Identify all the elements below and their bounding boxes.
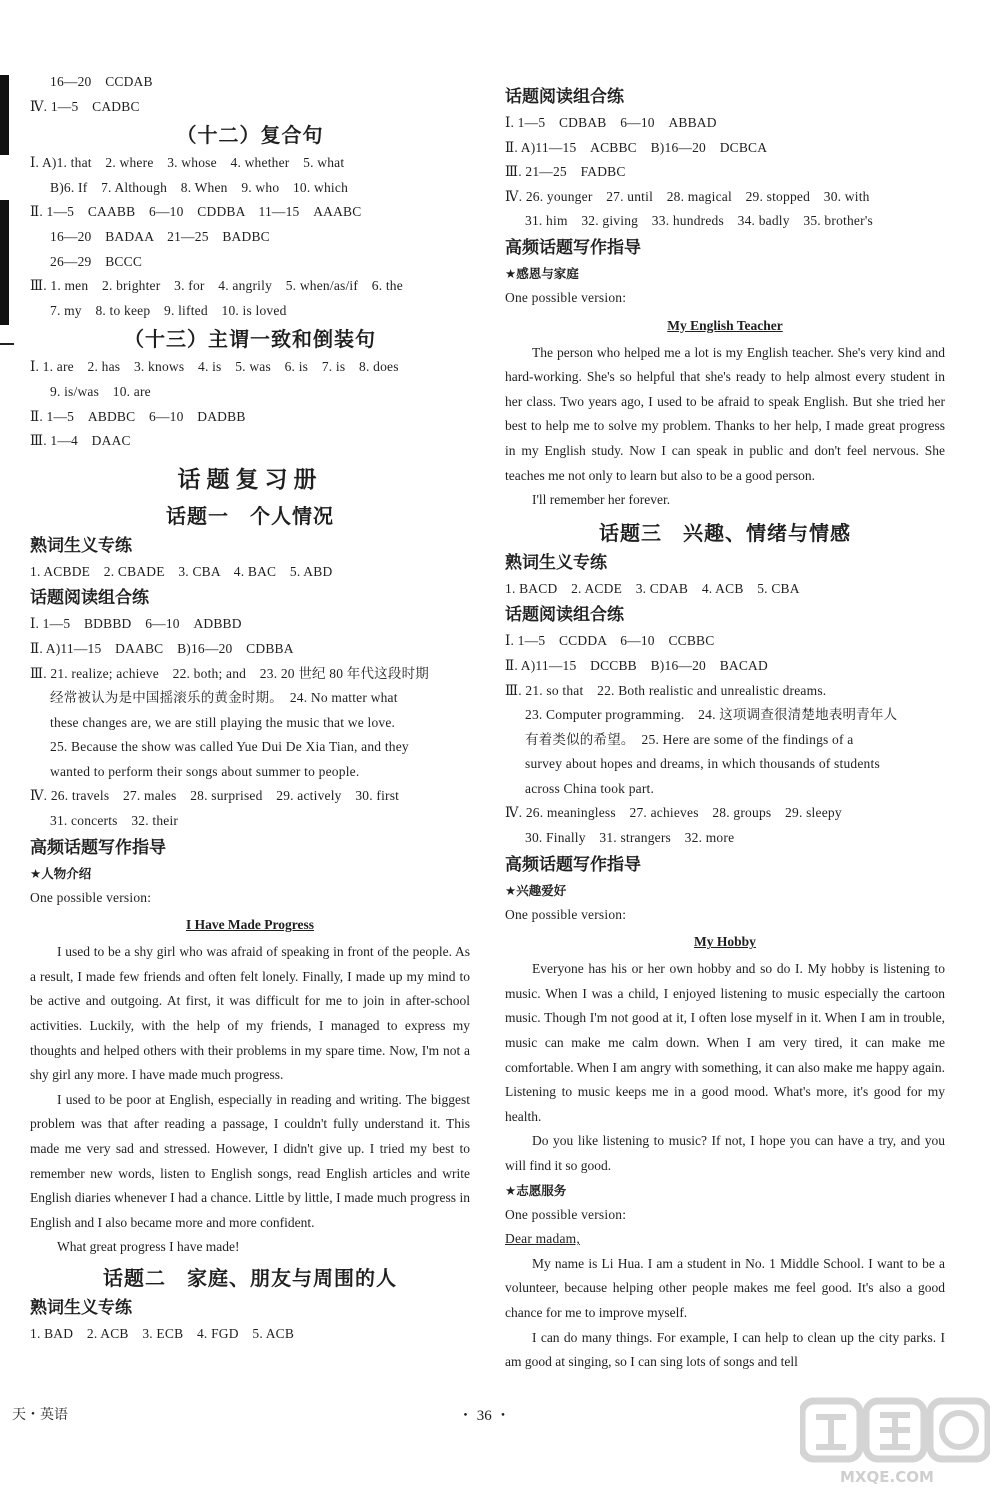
- essay-paragraph: What great progress I have made!: [57, 1239, 240, 1255]
- answer-line: Ⅰ. 1—5 CDBAB 6—10 ABBAD: [505, 115, 717, 130]
- writing-category: ★人物介绍: [30, 865, 92, 881]
- answer-line: survey about hopes and dreams, in which thousands of students: [525, 756, 880, 772]
- version-label: One possible version:: [505, 289, 627, 305]
- writing-category: ★兴趣爱好: [505, 882, 567, 898]
- answer-line: 1. BAD 2. ACB 3. ECB 4. FGD 5. ACB: [30, 1325, 295, 1341]
- answer-line: B)6. If 7. Although 8. When 9. who 10. which: [50, 179, 349, 195]
- answer-line: Ⅰ. 1. are 2. has 3. knows 4. is 5. was 6. is 7. is 8. does: [30, 359, 399, 375]
- essay-paragraph: I used to be poor at English, especially in reading and writing. The biggest problem was that after reading a passage, I couldn't fully understand it. This made me very sad and stressed. However, I didn't give up. I tried my best to remember new words, listen to English songs, read English articles and write English diaries whenever I had a chance. Little by little, I made much progress in English and I also became more and more confident.: [30, 1091, 470, 1230]
- answer-line: 有着类似的希望。 25. Here are some of the findings of a: [525, 731, 854, 747]
- page-number: ・ 36 ・: [458, 1408, 511, 1424]
- letter-paragraph: My name is Li Hua. I am a student in No. 1 Middle School. I want to be a volunteer, because helping other people makes me feel good. It's also a good chance for me to improve myself.: [505, 1255, 945, 1320]
- binding-tick: [0, 343, 14, 345]
- subheading-vocab: 熟词生义专练: [30, 1297, 132, 1318]
- answer-line: these changes are, we are still playing the music that we love.: [50, 714, 396, 730]
- writing-category: ★感恩与家庭: [505, 265, 579, 281]
- subheading-writing: 高频话题写作指导: [30, 837, 166, 858]
- answer-line: 16—20 BADAA 21—25 BADBC: [50, 228, 270, 244]
- letter-paragraph: I can do many things. For example, I can help to clean up the city parks. I am good at singing, so I can sing lots of songs and tell: [505, 1329, 945, 1370]
- essay-paragraph: Do you like listening to music? If not, I hope you can have a try, and you will find it so good.: [505, 1133, 945, 1173]
- writing-category: ★志愿服务: [505, 1182, 567, 1198]
- topic-title-2: 话题二 家庭、朋友与周围的人: [103, 1265, 397, 1290]
- answer-line: 1. BACD 2. ACDE 3. CDAB 4. ACB 5. CBA: [505, 580, 800, 596]
- answer-line: Ⅰ. 1—5 CCDDA 6—10 CCBBC: [505, 633, 715, 649]
- answer-line: Ⅳ. 26. younger 27. until 28. magical 29. stopped 30. with: [505, 188, 870, 204]
- answer-line: Ⅲ. 1. men 2. brighter 3. for 4. angrily 5. when/as/if 6. the: [30, 278, 403, 294]
- binding-mark-top: [0, 75, 9, 155]
- subheading-writing: 高频话题写作指导: [505, 237, 641, 258]
- essay-paragraph: I used to be a shy girl who was afraid of speaking in front of the people. As a result, I made few friends and often felt lonely. Finally, I made up my mind to be active and outgoing. At first, it was difficult for me to join in after-school activities. Luckily, with the help of my friends, I managed to express my thoughts and helped others with their problems in my spare time. Now, I'm not a shy girl any more. I have made much progress.: [30, 944, 470, 1083]
- version-label: One possible version:: [505, 1206, 627, 1222]
- answer-line: 9. is/was 10. are: [50, 383, 151, 399]
- answer-line: Ⅳ. 26. meaningless 27. achieves 28. groups 29. sleepy: [505, 805, 842, 821]
- answer-line: Ⅱ. A)11—15 DAABC B)16—20 CDBBA: [30, 640, 294, 656]
- answer-line: Ⅲ. 21—25 FADBC: [505, 164, 626, 180]
- right-column: [505, 83, 945, 1375]
- answer-line: 25. Because the show was called Yue Dui De Xia Tian, and they: [50, 739, 409, 755]
- answer-line: Ⅳ. 1—5 CADBC: [30, 98, 140, 114]
- section-title-12: （十二）复合句: [176, 123, 324, 148]
- answer-line: 7. my 8. to keep 9. lifted 10. is loved: [50, 302, 287, 318]
- answer-line: Ⅰ. A)1. that 2. where 3. whose 4. whether 5. what: [30, 155, 345, 171]
- subheading-vocab: 熟词生义专练: [30, 535, 132, 556]
- answer-line: 16—20 CCDAB: [50, 74, 153, 89]
- version-label: One possible version:: [505, 906, 627, 922]
- topic-title-1: 话题一 个人情况: [166, 503, 334, 528]
- answer-line: Ⅳ. 26. travels 27. males 28. surprised 29. actively 30. first: [30, 788, 400, 804]
- essay-paragraph: I'll remember her forever.: [532, 492, 671, 508]
- answer-line: wanted to perform their songs about summer to people.: [50, 763, 360, 779]
- essay-paragraph: The person who helped me a lot is my English teacher. She's very kind and hard-working. She's so helpful that she's ready to help almost every student in her class. Two years ago, I used to be afraid to speak English. But she tried her best to help me to solve my problem. Thanks to her help, I made great progress in my English study. Now I can speak in public and don't feel nervous. She teaches me not only to learn but also to be a good person.: [505, 344, 945, 483]
- version-label: One possible version:: [30, 889, 152, 905]
- essay-paragraph: Everyone has his or her own hobby and so do I. My hobby is listening to music. When I was a child, I enjoyed listening to music especially the cartoon music. Though I'm not good at it, I often lose myself in it. When I am in trouble, music can make me calm down. When I am very tired, it can make me comfortable. When I am angry with something, it can also make me happy again. Listening to music keeps me in a good mood. What's more, it's good for my health.: [505, 961, 945, 1124]
- topic-title-3: 话题三 兴趣、情绪与情感: [599, 520, 851, 545]
- subheading-reading: 话题阅读组合练: [30, 588, 149, 609]
- book-title: 话题复习册: [177, 466, 323, 493]
- essay-title: My Hobby: [694, 934, 756, 950]
- subheading-reading: 话题阅读组合练: [505, 87, 624, 107]
- answer-line: Ⅲ. 21. so that 22. Both realistic and unrealistic dreams.: [505, 682, 827, 698]
- answer-line: Ⅱ. 1—5 CAABB 6—10 CDDBA 11—15 AAABC: [30, 204, 362, 220]
- essay-title: I Have Made Progress: [185, 917, 315, 933]
- watermark-url: MXQE.COM: [840, 1468, 934, 1486]
- answer-line: Ⅰ. 1—5 BDBBD 6—10 ADBBD: [30, 616, 242, 632]
- answer-line: 30. Finally 31. strangers 32. more: [525, 830, 735, 846]
- essay-title: My English Teacher: [667, 317, 783, 333]
- answer-line: 23. Computer programming. 24. 这项调查很清楚地表明青年人: [525, 707, 898, 723]
- answer-line: Ⅱ. 1—5 ABDBC 6—10 DADBB: [30, 408, 246, 424]
- answer-line: Ⅱ. A)11—15 DCCBB B)16—20 BACAD: [505, 657, 768, 673]
- subheading-writing: 高频话题写作指导: [505, 854, 641, 875]
- subheading-vocab: 熟词生义专练: [505, 552, 607, 573]
- answer-line: Ⅲ. 1—4 DAAC: [30, 433, 131, 449]
- answer-line: Ⅱ. A)11—15 ACBBC B)16—20 DCBCA: [505, 139, 768, 155]
- answer-line: 31. concerts 32. their: [50, 813, 179, 829]
- footer-subject-label: 天・英语: [12, 1407, 68, 1423]
- answer-line: 经常被认为是中国摇滚乐的黄金时期。 24. No matter what: [50, 690, 398, 706]
- letter-salutation: Dear madam,: [505, 1231, 580, 1247]
- answer-line: across China took part.: [525, 780, 655, 796]
- section-title-13: （十三）主谓一致和倒装句: [124, 327, 376, 352]
- answer-line: Ⅲ. 21. realize; achieve 22. both; and 23. 20 世纪 80 年代这段时期: [30, 665, 429, 681]
- left-column: [30, 70, 470, 1347]
- answer-line: 1. ACBDE 2. CBADE 3. CBA 4. BAC 5. ABD: [30, 563, 333, 579]
- answer-line: 31. him 32. giving 33. hundreds 34. badly 35. brother's: [525, 213, 873, 229]
- binding-mark-middle: [0, 200, 9, 325]
- answer-line: 26—29 BCCC: [50, 253, 143, 269]
- subheading-reading: 话题阅读组合练: [505, 605, 624, 626]
